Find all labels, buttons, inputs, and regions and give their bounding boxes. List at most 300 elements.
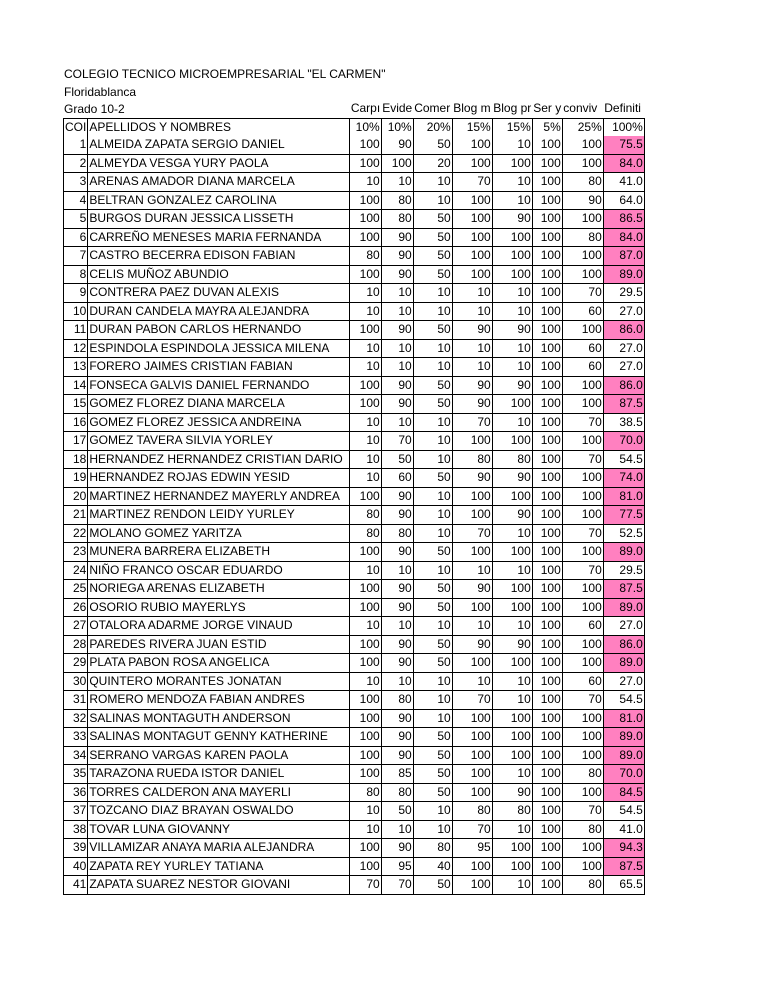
- final-grade: 64.0: [603, 191, 644, 210]
- col-header-definitiva: Definiti: [603, 100, 644, 118]
- weight-carpeta: 10%: [350, 118, 381, 136]
- score-ser-y: 100: [532, 876, 562, 895]
- score-blog-m: 100: [452, 506, 492, 525]
- student-name: TOVAR LUNA GIOVANNY: [88, 820, 350, 839]
- row-number: 39: [64, 839, 88, 858]
- score-blog-m: 10: [452, 339, 492, 358]
- score-blog-pr: 100: [492, 709, 532, 728]
- final-grade: 29.5: [603, 561, 644, 580]
- score-blog-m: 100: [452, 210, 492, 229]
- final-grade: 89.0: [603, 598, 644, 617]
- score-blog-pr: 100: [492, 857, 532, 876]
- score-ser-y: 100: [532, 302, 562, 321]
- score-ser-y: 100: [532, 709, 562, 728]
- score-convivencia: 70: [562, 413, 603, 432]
- row-number: 3: [64, 173, 88, 192]
- final-grade: 86.0: [603, 321, 644, 340]
- table-row: [64, 524, 645, 543]
- table-row: [64, 154, 645, 173]
- score-blog-m: 70: [452, 173, 492, 192]
- final-grade: 87.5: [603, 580, 644, 599]
- score-blog-pr: 100: [492, 487, 532, 506]
- row-number: 25: [64, 580, 88, 599]
- student-name: MARTINEZ RENDON LEIDY YURLEY: [88, 506, 350, 525]
- score-ser-y: 100: [532, 635, 562, 654]
- score-blog-m: 10: [452, 617, 492, 636]
- table-row: [64, 432, 645, 451]
- score-ser-y: 100: [532, 191, 562, 210]
- score-blog-m: 100: [452, 728, 492, 747]
- score-carpeta: 10: [350, 450, 381, 469]
- row-number: 2: [64, 154, 88, 173]
- score-evidencias: 90: [381, 265, 413, 284]
- score-comentarios: 50: [413, 728, 452, 747]
- score-blog-pr: 90: [492, 635, 532, 654]
- score-carpeta: 100: [350, 728, 381, 747]
- score-evidencias: 90: [381, 580, 413, 599]
- score-convivencia: 100: [562, 635, 603, 654]
- score-carpeta: 100: [350, 376, 381, 395]
- score-comentarios: 10: [413, 672, 452, 691]
- score-convivencia: 70: [562, 802, 603, 821]
- score-carpeta: 10: [350, 173, 381, 192]
- row-number: 38: [64, 820, 88, 839]
- score-ser-y: 100: [532, 265, 562, 284]
- row-number: 9: [64, 284, 88, 303]
- score-evidencias: 90: [381, 228, 413, 247]
- score-evidencias: 10: [381, 617, 413, 636]
- score-convivencia: 100: [562, 857, 603, 876]
- score-ser-y: 100: [532, 857, 562, 876]
- score-evidencias: 10: [381, 173, 413, 192]
- grade-label: Grado 10-2: [64, 102, 125, 116]
- score-comentarios: 50: [413, 247, 452, 266]
- score-carpeta: 100: [350, 765, 381, 784]
- score-evidencias: 70: [381, 876, 413, 895]
- score-convivencia: 100: [562, 469, 603, 488]
- score-convivencia: 60: [562, 302, 603, 321]
- student-name: GOMEZ TAVERA SILVIA YORLEY: [88, 432, 350, 451]
- table-row: [64, 339, 645, 358]
- score-ser-y: 100: [532, 210, 562, 229]
- score-blog-pr: 100: [492, 247, 532, 266]
- student-name: NORIEGA ARENAS ELIZABETH: [88, 580, 350, 599]
- final-grade: 74.0: [603, 469, 644, 488]
- student-name: MOLANO GOMEZ YARITZA: [88, 524, 350, 543]
- score-comentarios: 10: [413, 302, 452, 321]
- score-comentarios: 10: [413, 173, 452, 192]
- score-ser-y: 100: [532, 598, 562, 617]
- row-number: 28: [64, 635, 88, 654]
- student-name: PAREDES RIVERA JUAN ESTID: [88, 635, 350, 654]
- student-name: CELIS MUÑOZ ABUNDIO: [88, 265, 350, 284]
- student-name: BURGOS DURAN JESSICA LISSETH: [88, 210, 350, 229]
- score-blog-pr: 100: [492, 746, 532, 765]
- score-carpeta: 100: [350, 691, 381, 710]
- student-name: ALMEYDA VESGA YURY PAOLA: [88, 154, 350, 173]
- score-convivencia: 100: [562, 839, 603, 858]
- score-evidencias: 50: [381, 802, 413, 821]
- final-grade: 89.0: [603, 265, 644, 284]
- score-ser-y: 100: [532, 543, 562, 562]
- score-blog-m: 70: [452, 691, 492, 710]
- score-blog-m: 100: [452, 598, 492, 617]
- row-number: 13: [64, 358, 88, 377]
- final-grade: 41.0: [603, 173, 644, 192]
- score-blog-m: 100: [452, 265, 492, 284]
- final-grade: 29.5: [603, 284, 644, 303]
- table-row: [64, 302, 645, 321]
- score-convivencia: 100: [562, 783, 603, 802]
- score-blog-pr: 100: [492, 654, 532, 673]
- score-blog-pr: 80: [492, 450, 532, 469]
- row-number: 19: [64, 469, 88, 488]
- student-name: TOZCANO DIAZ BRAYAN OSWALDO: [88, 802, 350, 821]
- score-comentarios: 10: [413, 358, 452, 377]
- score-convivencia: 100: [562, 210, 603, 229]
- score-convivencia: 100: [562, 487, 603, 506]
- table-row: [64, 506, 645, 525]
- score-comentarios: 10: [413, 691, 452, 710]
- score-comentarios: 50: [413, 265, 452, 284]
- score-blog-m: 100: [452, 746, 492, 765]
- final-grade: 84.5: [603, 783, 644, 802]
- score-comentarios: 50: [413, 746, 452, 765]
- score-evidencias: 70: [381, 432, 413, 451]
- weight-comentarios: 20%: [413, 118, 452, 136]
- score-convivencia: 100: [562, 506, 603, 525]
- score-blog-pr: 10: [492, 413, 532, 432]
- score-convivencia: 100: [562, 136, 603, 154]
- student-rows: [64, 136, 645, 894]
- student-name: TORRES CALDERON ANA MAYERLI: [88, 783, 350, 802]
- row-number: 26: [64, 598, 88, 617]
- row-number: 21: [64, 506, 88, 525]
- final-grade: 38.5: [603, 413, 644, 432]
- final-grade: 27.0: [603, 302, 644, 321]
- student-name: SERRANO VARGAS KAREN PAOLA: [88, 746, 350, 765]
- score-blog-m: 100: [452, 247, 492, 266]
- score-convivencia: 100: [562, 265, 603, 284]
- score-comentarios: 50: [413, 876, 452, 895]
- table-row: [64, 265, 645, 284]
- score-blog-m: 70: [452, 413, 492, 432]
- score-convivencia: 60: [562, 672, 603, 691]
- score-blog-pr: 100: [492, 839, 532, 858]
- score-ser-y: 100: [532, 487, 562, 506]
- row-number: 11: [64, 321, 88, 340]
- score-carpeta: 10: [350, 302, 381, 321]
- score-evidencias: 80: [381, 191, 413, 210]
- score-evidencias: 80: [381, 783, 413, 802]
- score-carpeta: 80: [350, 524, 381, 543]
- row-number: 18: [64, 450, 88, 469]
- weight-convivencia: 25%: [562, 118, 603, 136]
- score-blog-pr: 90: [492, 783, 532, 802]
- score-evidencias: 80: [381, 210, 413, 229]
- score-evidencias: 90: [381, 728, 413, 747]
- row-number: 15: [64, 395, 88, 414]
- final-grade: 87.5: [603, 395, 644, 414]
- final-grade: 89.0: [603, 654, 644, 673]
- score-blog-pr: 10: [492, 617, 532, 636]
- student-name: GOMEZ FLOREZ JESSICA ANDREINA: [88, 413, 350, 432]
- score-comentarios: 50: [413, 543, 452, 562]
- col-header-ser-y: Ser y: [532, 100, 562, 118]
- score-carpeta: 10: [350, 469, 381, 488]
- score-carpeta: 80: [350, 247, 381, 266]
- score-convivencia: 80: [562, 820, 603, 839]
- score-carpeta: 100: [350, 857, 381, 876]
- score-blog-m: 80: [452, 450, 492, 469]
- table-row: [64, 376, 645, 395]
- score-ser-y: 100: [532, 358, 562, 377]
- score-blog-pr: 100: [492, 432, 532, 451]
- row-number: 6: [64, 228, 88, 247]
- score-carpeta: 80: [350, 783, 381, 802]
- score-ser-y: 100: [532, 746, 562, 765]
- score-evidencias: 80: [381, 524, 413, 543]
- final-grade: 27.0: [603, 672, 644, 691]
- row-number: 34: [64, 746, 88, 765]
- score-blog-pr: 10: [492, 765, 532, 784]
- score-blog-m: 10: [452, 284, 492, 303]
- score-ser-y: 100: [532, 136, 562, 154]
- final-grade: 54.5: [603, 450, 644, 469]
- score-blog-pr: 100: [492, 395, 532, 414]
- score-blog-m: 100: [452, 876, 492, 895]
- row-number: 32: [64, 709, 88, 728]
- table-row: [64, 210, 645, 229]
- score-ser-y: 100: [532, 173, 562, 192]
- score-evidencias: 90: [381, 635, 413, 654]
- score-comentarios: 10: [413, 432, 452, 451]
- score-blog-m: 100: [452, 709, 492, 728]
- table-row: [64, 857, 645, 876]
- score-comentarios: 50: [413, 654, 452, 673]
- student-name: CASTRO BECERRA EDISON FABIAN: [88, 247, 350, 266]
- score-evidencias: 90: [381, 136, 413, 154]
- table-row: [64, 487, 645, 506]
- score-evidencias: 90: [381, 376, 413, 395]
- row-number: 36: [64, 783, 88, 802]
- student-name: FORERO JAIMES CRISTIAN FABIAN: [88, 358, 350, 377]
- table-row: [64, 802, 645, 821]
- score-convivencia: 80: [562, 876, 603, 895]
- score-blog-pr: 90: [492, 506, 532, 525]
- student-name: HERNANDEZ ROJAS EDWIN YESID: [88, 469, 350, 488]
- table-row: [64, 839, 645, 858]
- score-blog-m: 90: [452, 469, 492, 488]
- score-carpeta: 100: [350, 395, 381, 414]
- table-row: [64, 247, 645, 266]
- score-blog-m: 100: [452, 136, 492, 154]
- score-blog-pr: 10: [492, 136, 532, 154]
- score-comentarios: 10: [413, 339, 452, 358]
- score-comentarios: 50: [413, 376, 452, 395]
- score-blog-m: 100: [452, 543, 492, 562]
- score-carpeta: 100: [350, 709, 381, 728]
- score-comentarios: 50: [413, 765, 452, 784]
- table-row: [64, 783, 645, 802]
- score-carpeta: 70: [350, 876, 381, 895]
- row-number: 40: [64, 857, 88, 876]
- final-grade: 27.0: [603, 617, 644, 636]
- table-row: [64, 413, 645, 432]
- score-evidencias: 90: [381, 746, 413, 765]
- score-evidencias: 10: [381, 339, 413, 358]
- score-evidencias: 10: [381, 561, 413, 580]
- score-comentarios: 10: [413, 617, 452, 636]
- score-comentarios: 50: [413, 321, 452, 340]
- score-carpeta: 100: [350, 654, 381, 673]
- row-number: 29: [64, 654, 88, 673]
- score-carpeta: 100: [350, 839, 381, 858]
- score-blog-m: 90: [452, 376, 492, 395]
- student-name: MUNERA BARRERA ELIZABETH: [88, 543, 350, 562]
- col-header-evidencias: Evide: [381, 100, 413, 118]
- row-number: 17: [64, 432, 88, 451]
- score-comentarios: 10: [413, 561, 452, 580]
- final-grade: 70.0: [603, 432, 644, 451]
- score-comentarios: 50: [413, 228, 452, 247]
- score-blog-pr: 100: [492, 598, 532, 617]
- col-header-comentarios: Comer: [413, 100, 452, 118]
- score-convivencia: 100: [562, 395, 603, 414]
- score-blog-pr: 10: [492, 820, 532, 839]
- score-carpeta: 100: [350, 265, 381, 284]
- score-ser-y: 100: [532, 376, 562, 395]
- score-ser-y: 100: [532, 561, 562, 580]
- score-comentarios: 50: [413, 210, 452, 229]
- student-name: SALINAS MONTAGUTH ANDERSON: [88, 709, 350, 728]
- score-comentarios: 50: [413, 469, 452, 488]
- row-number: 7: [64, 247, 88, 266]
- student-name: FONSECA GALVIS DANIEL FERNANDO: [88, 376, 350, 395]
- student-name: CARREÑO MENESES MARIA FERNANDA: [88, 228, 350, 247]
- score-carpeta: 100: [350, 635, 381, 654]
- table-row: [64, 765, 645, 784]
- score-blog-pr: 10: [492, 173, 532, 192]
- score-carpeta: 100: [350, 543, 381, 562]
- table-row: [64, 617, 645, 636]
- score-comentarios: 50: [413, 580, 452, 599]
- score-evidencias: 50: [381, 450, 413, 469]
- score-ser-y: 100: [532, 450, 562, 469]
- school-name: COLEGIO TECNICO MICROEMPRESARIAL "EL CARMEN": [64, 67, 386, 81]
- score-blog-pr: 10: [492, 691, 532, 710]
- student-name: NIÑO FRANCO OSCAR EDUARDO: [88, 561, 350, 580]
- final-grade: 77.5: [603, 506, 644, 525]
- score-convivencia: 100: [562, 432, 603, 451]
- city-name: Floridablanca: [64, 85, 137, 99]
- table-row: [64, 450, 645, 469]
- score-carpeta: 100: [350, 580, 381, 599]
- score-carpeta: 10: [350, 802, 381, 821]
- score-comentarios: 10: [413, 524, 452, 543]
- score-blog-m: 100: [452, 765, 492, 784]
- score-convivencia: 100: [562, 543, 603, 562]
- score-ser-y: 100: [532, 783, 562, 802]
- row-number: 16: [64, 413, 88, 432]
- row-number: 24: [64, 561, 88, 580]
- table-row: [64, 228, 645, 247]
- score-convivencia: 60: [562, 358, 603, 377]
- final-grade: 41.0: [603, 820, 644, 839]
- score-comentarios: 10: [413, 709, 452, 728]
- final-grade: 86.5: [603, 210, 644, 229]
- score-ser-y: 100: [532, 654, 562, 673]
- score-blog-m: 100: [452, 857, 492, 876]
- student-name: PLATA PABON ROSA ANGELICA: [88, 654, 350, 673]
- score-ser-y: 100: [532, 820, 562, 839]
- score-ser-y: 100: [532, 284, 562, 303]
- weight-blog-m: 15%: [452, 118, 492, 136]
- student-name: VILLAMIZAR ANAYA MARIA ALEJANDRA: [88, 839, 350, 858]
- score-evidencias: 10: [381, 358, 413, 377]
- score-convivencia: 100: [562, 154, 603, 173]
- final-grade: 89.0: [603, 746, 644, 765]
- score-blog-pr: 10: [492, 302, 532, 321]
- score-carpeta: 10: [350, 413, 381, 432]
- final-grade: 54.5: [603, 691, 644, 710]
- score-carpeta: 10: [350, 432, 381, 451]
- score-carpeta: 100: [350, 746, 381, 765]
- grades-table: [63, 100, 645, 895]
- score-convivencia: 100: [562, 728, 603, 747]
- score-evidencias: 90: [381, 839, 413, 858]
- score-ser-y: 100: [532, 765, 562, 784]
- final-grade: 87.5: [603, 857, 644, 876]
- score-ser-y: 100: [532, 617, 562, 636]
- score-evidencias: 10: [381, 820, 413, 839]
- student-name: CONTRERA PAEZ DUVAN ALEXIS: [88, 284, 350, 303]
- final-grade: 94.3: [603, 839, 644, 858]
- final-grade: 87.0: [603, 247, 644, 266]
- weights-row: [64, 118, 645, 136]
- score-evidencias: 90: [381, 543, 413, 562]
- student-name: ROMERO MENDOZA FABIAN ANDRES: [88, 691, 350, 710]
- student-name: DURAN PABON CARLOS HERNANDO: [88, 321, 350, 340]
- score-blog-m: 95: [452, 839, 492, 858]
- score-ser-y: 100: [532, 469, 562, 488]
- table-row: [64, 358, 645, 377]
- table-row: [64, 728, 645, 747]
- score-blog-m: 90: [452, 635, 492, 654]
- score-convivencia: 100: [562, 654, 603, 673]
- score-evidencias: 10: [381, 672, 413, 691]
- row-number: 1: [64, 136, 88, 154]
- score-blog-pr: 90: [492, 469, 532, 488]
- score-carpeta: 100: [350, 210, 381, 229]
- row-number: 27: [64, 617, 88, 636]
- score-blog-m: 100: [452, 487, 492, 506]
- score-evidencias: 85: [381, 765, 413, 784]
- col-header-convivencia: conviv: [562, 100, 603, 118]
- table-row: [64, 672, 645, 691]
- student-name: TARAZONA RUEDA ISTOR DANIEL: [88, 765, 350, 784]
- score-ser-y: 100: [532, 154, 562, 173]
- student-name: ZAPATA REY YURLEY TATIANA: [88, 857, 350, 876]
- table-row: [64, 876, 645, 895]
- score-evidencias: 10: [381, 302, 413, 321]
- student-name: OTALORA ADARME JORGE VINAUD: [88, 617, 350, 636]
- score-convivencia: 60: [562, 339, 603, 358]
- score-convivencia: 70: [562, 561, 603, 580]
- final-grade: 84.0: [603, 154, 644, 173]
- score-convivencia: 100: [562, 580, 603, 599]
- score-carpeta: 10: [350, 617, 381, 636]
